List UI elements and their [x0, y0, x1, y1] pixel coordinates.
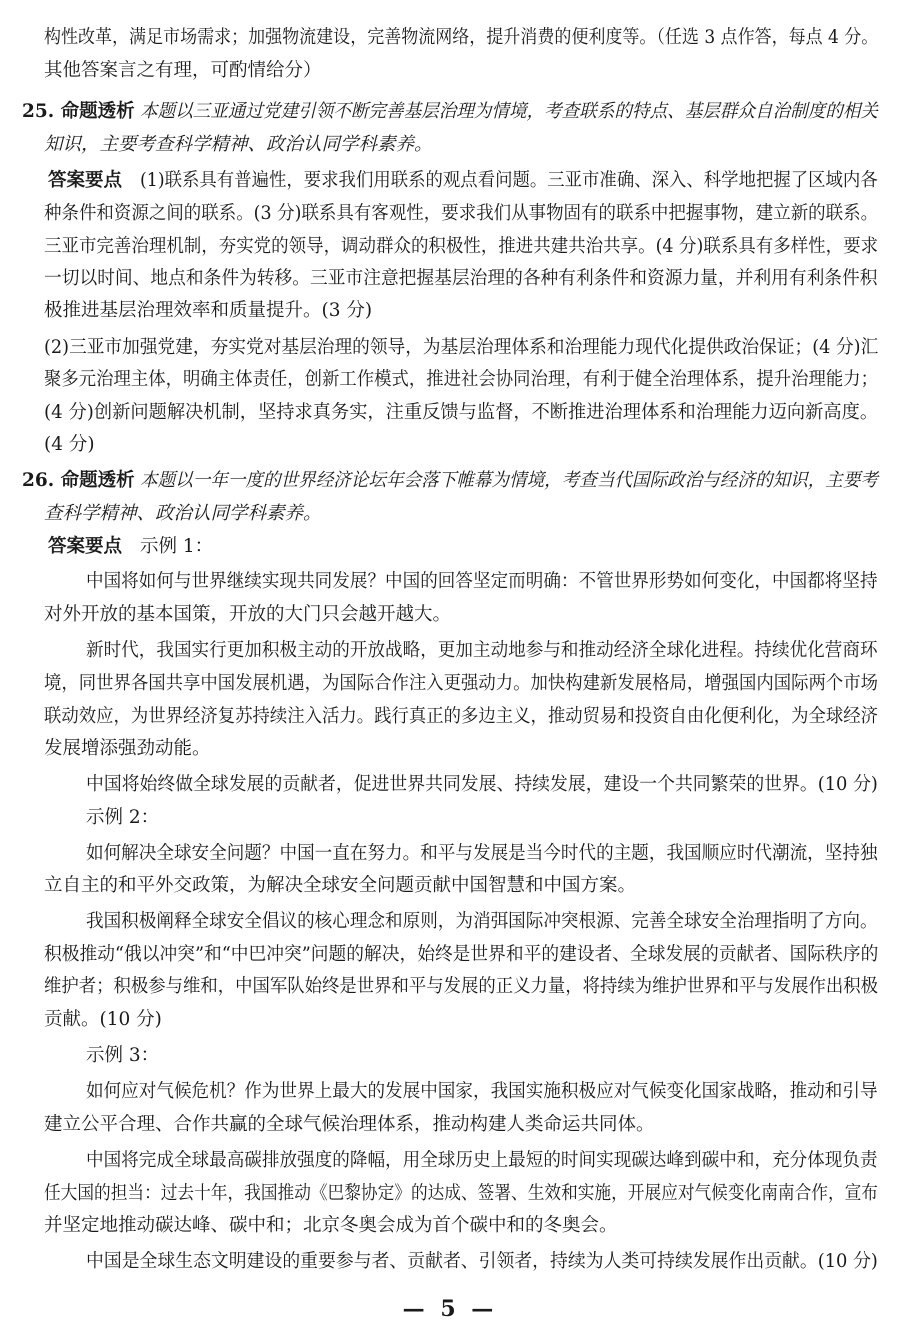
- answer-text: 新时代，我国实行更加积极主动的开放战略，更加主动地参与和推动经济全球化进程。持续优化营商环: [86, 640, 878, 661]
- text-line: [44, 497, 880, 531]
- answer-text: 中国将始终做全球发展的贡献者，促进世界共同发展、持续发展，建设一个共同繁荣的世界。(10 分): [86, 774, 878, 795]
- text-line: [48, 164, 880, 198]
- text-line: [44, 667, 880, 701]
- analysis-text: 本题以一年一度的世界经济论坛年会落下帷幕为情境，考查当代国际政治与经济的知识，主要考: [140, 470, 879, 491]
- text-line: [44, 262, 880, 296]
- answer-text: 积极推动“俄以冲突”和“中巴冲突”问题的解决，始终是世界和平的建设者、全球发展的贡献者、国际秩序的: [44, 944, 879, 965]
- answer-text: 发展增添强劲动能。: [44, 738, 211, 759]
- text-line: [44, 331, 880, 365]
- answer-text: 构性改革，满足市场需求；加强物流建设，完善物流网络，提升消费的便利度等。（任选 3 点作答，每点 4 分。: [44, 27, 879, 48]
- text-line: [44, 869, 880, 903]
- text-line: [86, 905, 880, 939]
- answer-text: (2)三亚市加强党建，夯实党对基层治理的领导，为基层治理体系和治理能力现代化提供政治保证；(4 分)汇: [44, 337, 879, 358]
- text-line: [44, 230, 880, 264]
- answer-text: 极推进基层治理效率和质量提升。(3 分): [44, 300, 373, 321]
- text-line: [44, 197, 880, 231]
- section-label: 答案要点: [48, 536, 123, 557]
- text-line: [86, 837, 880, 871]
- text-line: [44, 1108, 880, 1142]
- text-line: [48, 530, 880, 564]
- analysis-text: 查科学精神、政治认同学科素养。: [44, 503, 322, 524]
- text-line: [86, 1075, 880, 1109]
- text-line: [44, 1209, 880, 1243]
- answer-text: (1)联系具有普遍性，要求我们用联系的观点看问题。三亚市准确、深入、科学地把握了区域内各: [140, 170, 878, 191]
- text-line: [86, 768, 880, 802]
- answer-text: 境，同世界各国共享中国发展机遇，为国际合作注入更强动力。加快构建新发展格局，增强国内国际两个市场: [44, 673, 879, 694]
- text-line: [44, 54, 880, 88]
- answer-text: 任大国的担当：过去十年，我国推动《巴黎协定》的达成、签署、生效和实施，开展应对气候变化南南合作，宣布: [44, 1183, 878, 1204]
- analysis-text: 知识，主要考查科学精神、政治认同学科素养。: [44, 134, 433, 155]
- text-line: [86, 565, 880, 599]
- text-line: [44, 938, 880, 972]
- answer-text: 建立公平合理、合作共赢的全球气候治理体系，推动构建人类命运共同体。: [44, 1114, 655, 1135]
- answer-text: 中国将如何与世界继续实现共同发展？中国的回答坚定而明确：不管世界形势如何变化，中国都将坚持: [86, 571, 878, 592]
- answer-text: 立自主的和平外交政策，为解决全球安全问题贡献中国智慧和中国方案。: [44, 875, 637, 896]
- text-line: [44, 428, 880, 462]
- text-line: [44, 294, 880, 328]
- text-line: [44, 732, 880, 766]
- answer-text: 维护者；积极参与维和，中国军队始终是世界和平与发展的正义力量，将持续为维护世界和平与发展作出积极: [44, 976, 879, 997]
- text-line: [44, 21, 880, 55]
- answer-text: 我国积极阐释全球安全倡议的核心理念和原则，为消弭国际冲突根源、完善全球安全治理指明了方向。: [86, 911, 878, 932]
- answer-text: 种条件和资源之间的联系。(3 分)联系具有客观性，要求我们从事物固有的联系中把握事物，建立新的联系。: [44, 203, 879, 224]
- text-line: [44, 970, 880, 1004]
- text-line: [86, 801, 880, 835]
- text-line: [22, 464, 880, 498]
- page-number: — 5 —: [402, 1296, 498, 1322]
- text-line: [44, 363, 880, 397]
- section-label: 26. 命题透析: [22, 470, 135, 491]
- text-line: [44, 1003, 880, 1037]
- answer-text: 如何应对气候危机？作为世界上最大的发展中国家，我国实施积极应对气候变化国家战略，推动和引导: [86, 1081, 878, 1102]
- answer-text: 联动效应，为世界经济复苏持续注入活力。践行真正的多边主义，推动贸易和投资自由化便利化，为全球经济: [44, 706, 879, 727]
- answer-text: 中国是全球生态文明建设的重要参与者、贡献者、引领者，持续为人类可持续发展作出贡献。(10 分): [86, 1251, 878, 1272]
- answer-text: 其他答案言之有理，可酌情给分）: [44, 60, 322, 81]
- answer-text: 一切以时间、地点和条件为转移。三亚市注意把握基层治理的各种有利条件和资源力量，并利用有利条件积: [44, 268, 878, 289]
- answer-text: (4 分): [44, 434, 95, 455]
- text-line: [44, 128, 880, 162]
- answer-text: 如何解决全球安全问题？中国一直在努力。和平与发展是当今时代的主题，我国顺应时代潮流，坚持独: [86, 843, 878, 864]
- analysis-text: 本题以三亚通过党建引领不断完善基层治理为情境，考查联系的特点、基层群众自治制度的相关: [140, 101, 879, 122]
- text-line: [86, 1245, 880, 1279]
- section-label: 25. 命题透析: [22, 101, 135, 122]
- answer-text: 并坚定地推动碳达峰、碳中和；北京冬奥会成为首个碳中和的冬奥会。: [44, 1215, 618, 1236]
- text-line: [44, 396, 880, 430]
- answer-text: 贡献。(10 分): [44, 1009, 162, 1030]
- answer-text: 聚多元治理主体，明确主体责任，创新工作模式，推进社会协同治理，有利于健全治理体系，提升治理能力；: [44, 369, 879, 390]
- text-line: [44, 598, 880, 632]
- text-line: [44, 700, 880, 734]
- section-label: 答案要点: [48, 170, 123, 191]
- answer-text: 示例 1：: [140, 536, 214, 557]
- text-line: [44, 1177, 880, 1211]
- answer-text: 三亚市完善治理机制，夯实党的领导，调动群众的积极性，推进共建共治共享。(4 分)联系具有多样性，要求: [44, 236, 879, 257]
- answer-text: (4 分)创新问题解决机制，坚持求真务实，注重反馈与监督，不断推进治理体系和治理能力迈向新高度。: [44, 402, 879, 423]
- text-line: [86, 1039, 880, 1073]
- answer-text: 示例 2：: [86, 807, 160, 828]
- answer-text: 示例 3：: [86, 1045, 160, 1066]
- text-line: [86, 1144, 880, 1178]
- text-line: [22, 95, 880, 129]
- answer-text: 对外开放的基本国策，开放的大门只会越开越大。: [44, 604, 452, 625]
- text-line: [86, 634, 880, 668]
- answer-text: 中国将完成全球最高碳排放强度的降幅，用全球历史上最短的时间实现碳达峰到碳中和，充分体现负责: [86, 1150, 878, 1171]
